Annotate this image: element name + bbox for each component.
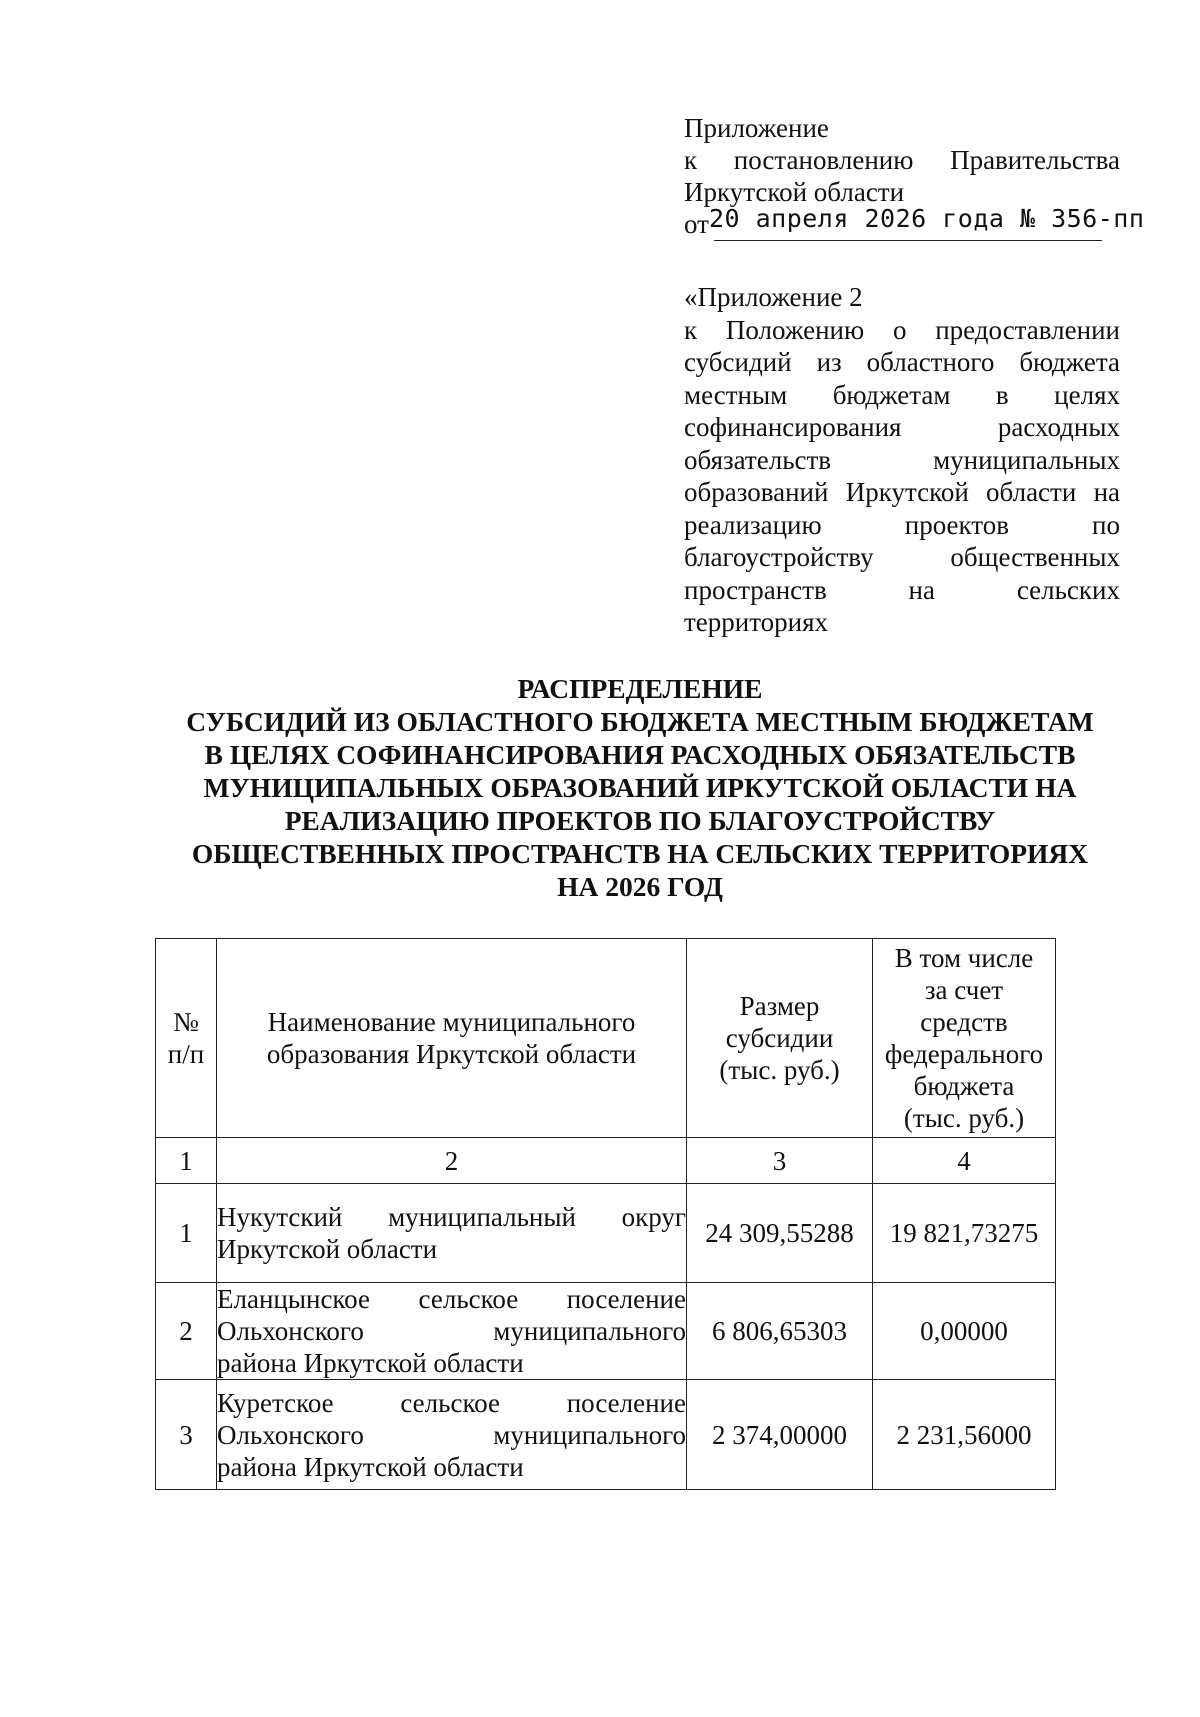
appendix-header (684, 112, 1145, 244)
federal-amount-cell: 19 821,73275 (873, 1184, 1056, 1283)
title-line: РЕАЛИЗАЦИЮ ПРОЕКТОВ ПО БЛАГОУСТРОЙСТВУ (284, 805, 996, 836)
header-text: средств (920, 1007, 1008, 1037)
header-text: бюджета (913, 1071, 1015, 1101)
document-title (100, 672, 1180, 903)
row-number-cell: 2 (156, 1283, 217, 1380)
date-underline (714, 240, 1102, 241)
federal-amount-cell: 2 231,56000 (873, 1380, 1056, 1490)
appendix-date-line (684, 204, 1145, 244)
header-text: федерального (884, 1039, 1044, 1069)
name-line: района Иркутской области (217, 1348, 524, 1378)
header-cell-name (217, 939, 687, 1138)
subsidy-amount-cell: 6 806,65303 (687, 1283, 873, 1380)
header-text: за счет (924, 975, 1004, 1005)
appendix-label: Приложение (684, 113, 829, 143)
name-line: Еланцынское сельское поселение (217, 1284, 686, 1314)
regulation-line: софинансирования расходных (684, 412, 1120, 442)
header-text: (тыс. руб.) (903, 1103, 1025, 1133)
title-line: В ЦЕЛЯХ СОФИНАНСИРОВАНИЯ РАСХОДНЫХ ОБЯЗАТЕЛЬСТВ (204, 739, 1076, 770)
municipality-name-cell (217, 1283, 687, 1380)
subsidy-amount-cell: 24 309,55288 (687, 1184, 873, 1283)
title-line: МУНИЦИПАЛЬНЫХ ОБРАЗОВАНИЙ ИРКУТСКОЙ ОБЛАСТИ НА (203, 772, 1077, 803)
row-number-cell: 1 (156, 1184, 217, 1283)
column-number-cell: 2 (217, 1138, 687, 1184)
header-text: Наименование муниципального (267, 1007, 636, 1037)
table-header-row (156, 939, 1056, 1138)
appendix-resolution-line: к постановлению Правительства (684, 145, 1120, 175)
column-number-cell: 3 (687, 1138, 873, 1184)
municipality-name-cell (217, 1184, 687, 1283)
regulation-line: к Положению о предоставлении (684, 314, 1120, 345)
title-line: ОБЩЕСТВЕННЫХ ПРОСТРАНСТВ НА СЕЛЬСКИХ ТЕРРИТОРИЯХ (191, 838, 1089, 869)
name-line: района Иркутской области (217, 1451, 524, 1482)
regulation-line: образований Иркутской области на (684, 477, 1120, 507)
name-line: Нукутский муниципальный округ (217, 1202, 686, 1232)
header-text: В том числе (894, 943, 1034, 973)
name-line: Куретское сельское поселение (217, 1387, 686, 1418)
name-line: Иркутской области (217, 1234, 438, 1264)
header-text: п/п (167, 1039, 205, 1069)
regulation-line: обязательств муниципальных (684, 444, 1120, 475)
regulation-line: субсидий из областного бюджета (684, 347, 1120, 377)
title-line: НА 2026 ГОД (557, 871, 723, 902)
header-cell-subsidy (687, 939, 873, 1138)
subsidy-amount-cell: 2 374,00000 (687, 1380, 873, 1490)
municipality-name-cell (217, 1380, 687, 1490)
column-number-cell: 1 (156, 1138, 217, 1184)
subsidy-table (155, 938, 1056, 1490)
federal-amount-cell: 0,00000 (873, 1283, 1056, 1380)
column-number-cell: 4 (873, 1138, 1056, 1184)
appendix-region-line: Иркутской области (684, 177, 905, 207)
title-line: СУБСИДИЙ ИЗ ОБЛАСТНОГО БЮДЖЕТА МЕСТНЫМ БЮДЖЕТАМ (186, 706, 1094, 737)
header-cell-federal (873, 939, 1056, 1138)
header-text: субсидии (725, 1023, 834, 1053)
regulation-line: «Приложение 2 (684, 282, 863, 312)
header-text: образования Иркутской области (266, 1039, 637, 1069)
regulation-line: местным бюджетам в целях (684, 379, 1120, 410)
header-cell-number (156, 939, 217, 1138)
regulation-reference (684, 281, 1120, 639)
name-line: Ольхонского муниципального (217, 1419, 686, 1450)
regulation-line: территориях (684, 607, 829, 637)
table-row (156, 1184, 1056, 1283)
header-text: (тыс. руб.) (719, 1055, 840, 1085)
regulation-line: благоустройству общественных (684, 542, 1120, 572)
header-text: Размер (739, 991, 820, 1021)
regulation-line: пространств на сельских (684, 574, 1120, 605)
table-row (156, 1380, 1056, 1490)
name-line: Ольхонского муниципального (217, 1316, 686, 1346)
column-number-row (156, 1138, 1056, 1184)
date-typed-text: 20 апреля 2026 года № 356-пп (708, 204, 1145, 233)
row-number-cell: 3 (156, 1380, 217, 1490)
date-prefix: от (684, 209, 709, 239)
title-line: РАСПРЕДЕЛЕНИЕ (517, 673, 763, 704)
table-row (156, 1283, 1056, 1380)
regulation-line: реализацию проектов по (684, 509, 1120, 540)
header-text: № (173, 1007, 199, 1037)
